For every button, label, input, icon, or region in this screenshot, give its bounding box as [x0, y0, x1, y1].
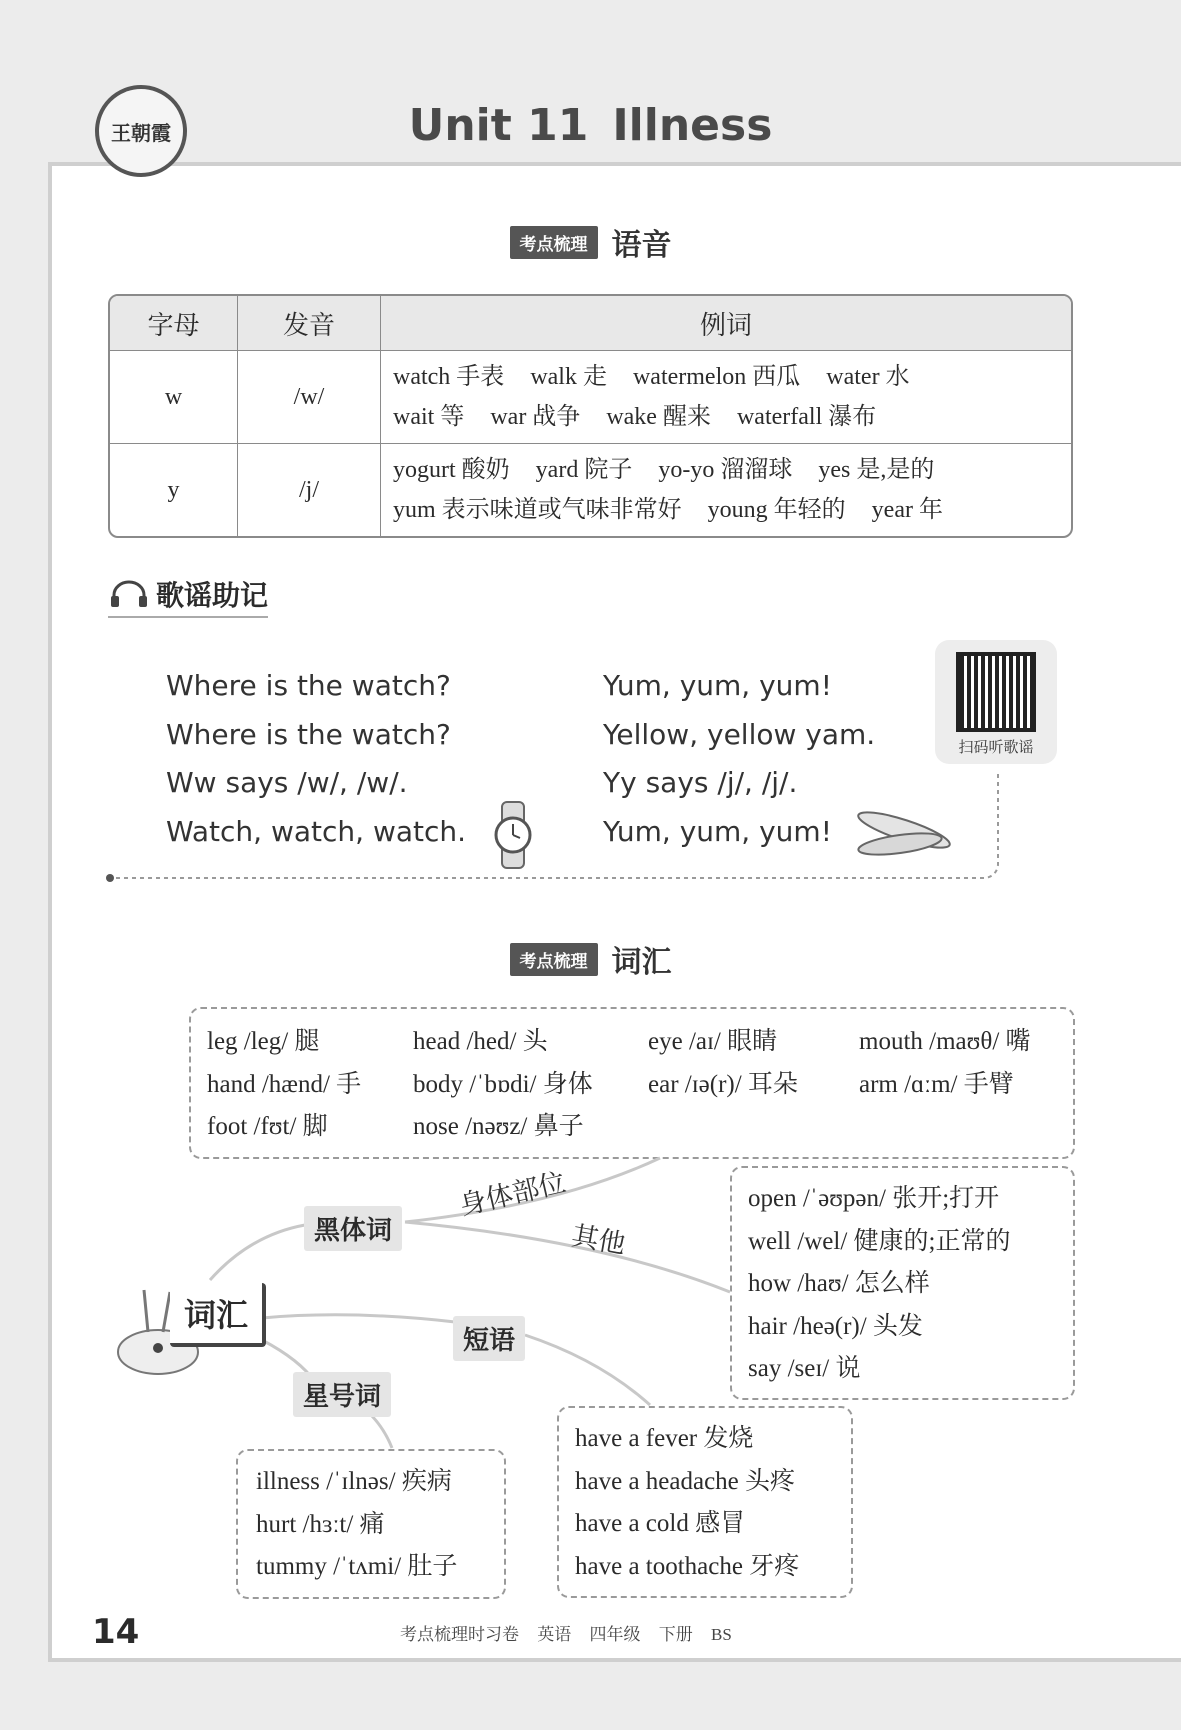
example-word: watermelon 西瓜 [632, 364, 801, 390]
example-word: war 战争 [490, 404, 581, 430]
letter-cell: y [110, 444, 238, 536]
vocab-item: mouth /maʊθ/ 嘴 [859, 1028, 1031, 1055]
song-line: Yy says /j/, /j/. [603, 766, 798, 799]
section-title: 词汇 [611, 945, 672, 980]
example-word: yo-yo 溜溜球 [658, 457, 793, 483]
vocab-item: eye /aɪ/ 眼睛 [648, 1028, 778, 1055]
col-header-sound: 发音 [238, 296, 381, 351]
section-tag: 考点梳理 [510, 943, 598, 976]
example-word: wait 等 [393, 404, 465, 430]
song-line: Ww says /w/, /w/. [166, 766, 408, 799]
example-word: yogurt 酸奶 [393, 457, 510, 483]
example-word: yard 院子 [535, 457, 633, 483]
branch-label-other: 其他 [569, 1220, 628, 1261]
vocab-item: hand /hænd/ 手 [207, 1070, 362, 1098]
unit-topic: Illness [612, 100, 773, 151]
node-bold-words: 黑体词 [304, 1206, 402, 1251]
song-line: Where is the watch? [166, 669, 451, 702]
letter-cell: w [110, 351, 238, 444]
example-word: year 年 [871, 497, 943, 523]
vocab-item: how /haʊ/ 怎么样 [748, 1270, 930, 1297]
vocab-item: leg /leg/ 腿 [207, 1028, 320, 1055]
vocab-item: ear /ɪə(r)/ 耳朵 [648, 1070, 798, 1098]
vocab-item: tummy /ˈtʌmi/ 肚子 [256, 1553, 458, 1580]
example-word: yes 是,是的 [818, 457, 935, 483]
song-line: Where is the watch? [166, 717, 451, 751]
sound-cell: /j/ [238, 444, 381, 536]
page-number: 14 [92, 1612, 140, 1652]
vocab-item: have a fever 发烧 [575, 1425, 754, 1452]
vocab-item: hair /heə(r)/ 头发 [748, 1312, 923, 1340]
example-word: water 水 [826, 364, 910, 390]
song-line: Watch, watch, watch. [166, 814, 467, 848]
vocab-item: foot /fʊt/ 脚 [207, 1113, 328, 1140]
example-word: young 年轻的 [707, 497, 846, 523]
node-phrases: 短语 [453, 1316, 525, 1361]
vocab-item: body /ˈbɒdi/ 身体 [413, 1070, 593, 1098]
example-word: walk 走 [530, 364, 607, 390]
unit-number: Unit 11 [408, 100, 589, 151]
logo-text: 王朝霞 [111, 120, 171, 145]
footer-info: 考点梳理时习卷 英语 四年级 下册 BS [400, 1625, 732, 1644]
vocab-item: nose /nəʊz/ 鼻子 [413, 1113, 584, 1140]
section-tag: 考点梳理 [510, 226, 598, 259]
vocab-item: say /seɪ/ 说 [748, 1355, 861, 1382]
qr-label: 扫码听歌谣 [958, 738, 1034, 756]
vocab-item: well /wel/ 健康的;正常的 [748, 1227, 1011, 1255]
vocab-item: open /ˈəʊpən/ 张开;打开 [748, 1185, 1000, 1212]
col-header-letter: 字母 [110, 296, 238, 351]
vocab-item: have a headache 头疼 [575, 1467, 796, 1495]
vocab-item: have a toothache 牙疼 [575, 1552, 800, 1580]
example-word: watch 手表 [393, 364, 505, 390]
root-label: 词汇 [183, 1296, 248, 1334]
vocab-item: head /hed/ 头 [413, 1028, 548, 1055]
vocab-item: arm /ɑːm/ 手臂 [859, 1070, 1014, 1098]
branch-label-body-parts: 身体部位 [456, 1167, 569, 1222]
vocab-item: have a cold 感冒 [575, 1510, 746, 1537]
section-title: 语音 [611, 228, 672, 263]
song-line: Yellow, yellow yam. [603, 717, 876, 751]
sound-cell: /w/ [238, 351, 381, 444]
example-word: yum 表示味道或气味非常好 [393, 497, 682, 523]
mind-map-root [170, 1283, 266, 1347]
vocab-item: illness /ˈɪlnəs/ 疾病 [256, 1468, 452, 1495]
song-title: 歌谣助记 [156, 579, 269, 612]
example-word: waterfall 瀑布 [736, 404, 877, 430]
song-line: Yum, yum, yum! [603, 669, 832, 702]
song-line: Yum, yum, yum! [603, 814, 832, 848]
vocab-item: hurt /hɜːt/ 痛 [256, 1510, 385, 1538]
col-header-examples: 例词 [381, 296, 1071, 351]
node-starred-words: 星号词 [293, 1372, 391, 1417]
example-word: wake 醒来 [606, 404, 711, 430]
